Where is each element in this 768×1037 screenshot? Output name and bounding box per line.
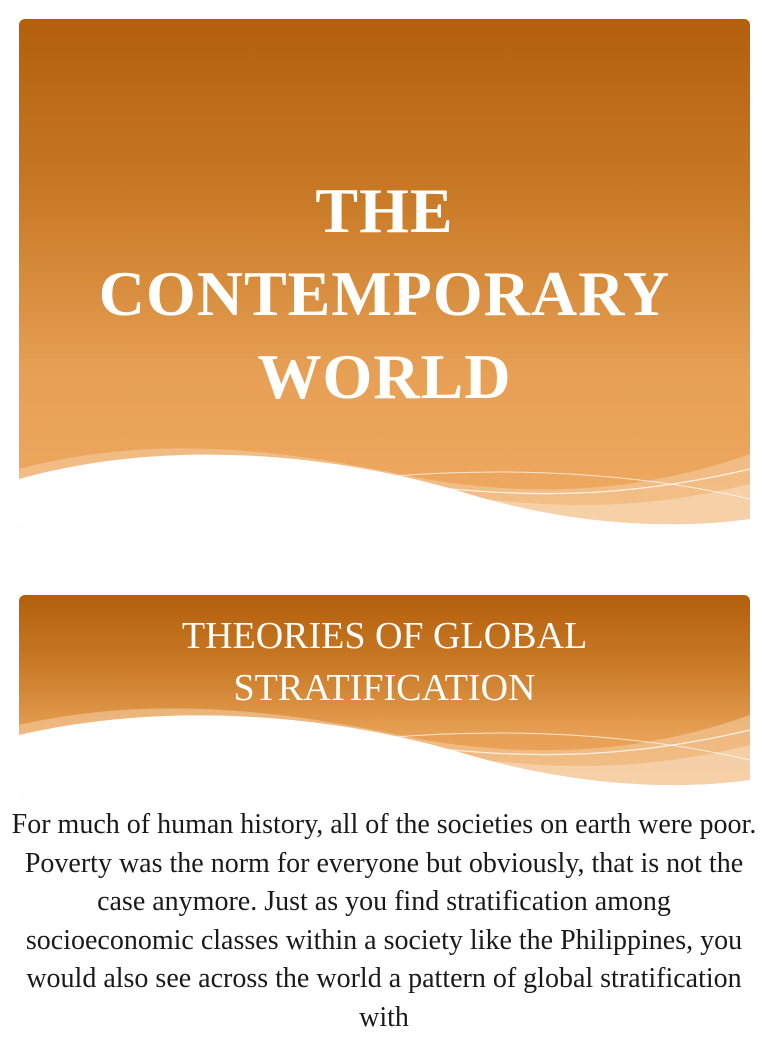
section-slide bbox=[19, 595, 750, 795]
section-title-line: STRATIFICATION bbox=[233, 667, 536, 709]
title-slide bbox=[19, 19, 750, 528]
body-paragraph: For much of human history, all of the societies on earth were poor. Poverty was the norm for everyone but obviously, that is not the case anymore. Just as you find stratification among socioeconomic classes within a society like the Philippines, you would also see across the world a pattern of global stratification with bbox=[11, 809, 757, 1033]
section-title bbox=[19, 610, 750, 714]
slide-title-line: WORLD bbox=[257, 341, 512, 412]
decorative-wave bbox=[19, 705, 750, 795]
section-title-line: THEORIES OF GLOBAL bbox=[181, 615, 588, 657]
decorative-wave bbox=[19, 439, 750, 528]
slide-title bbox=[19, 169, 750, 418]
slide-title-line: CONTEMPORARY bbox=[98, 258, 671, 329]
slide-title-line: THE bbox=[315, 175, 454, 246]
